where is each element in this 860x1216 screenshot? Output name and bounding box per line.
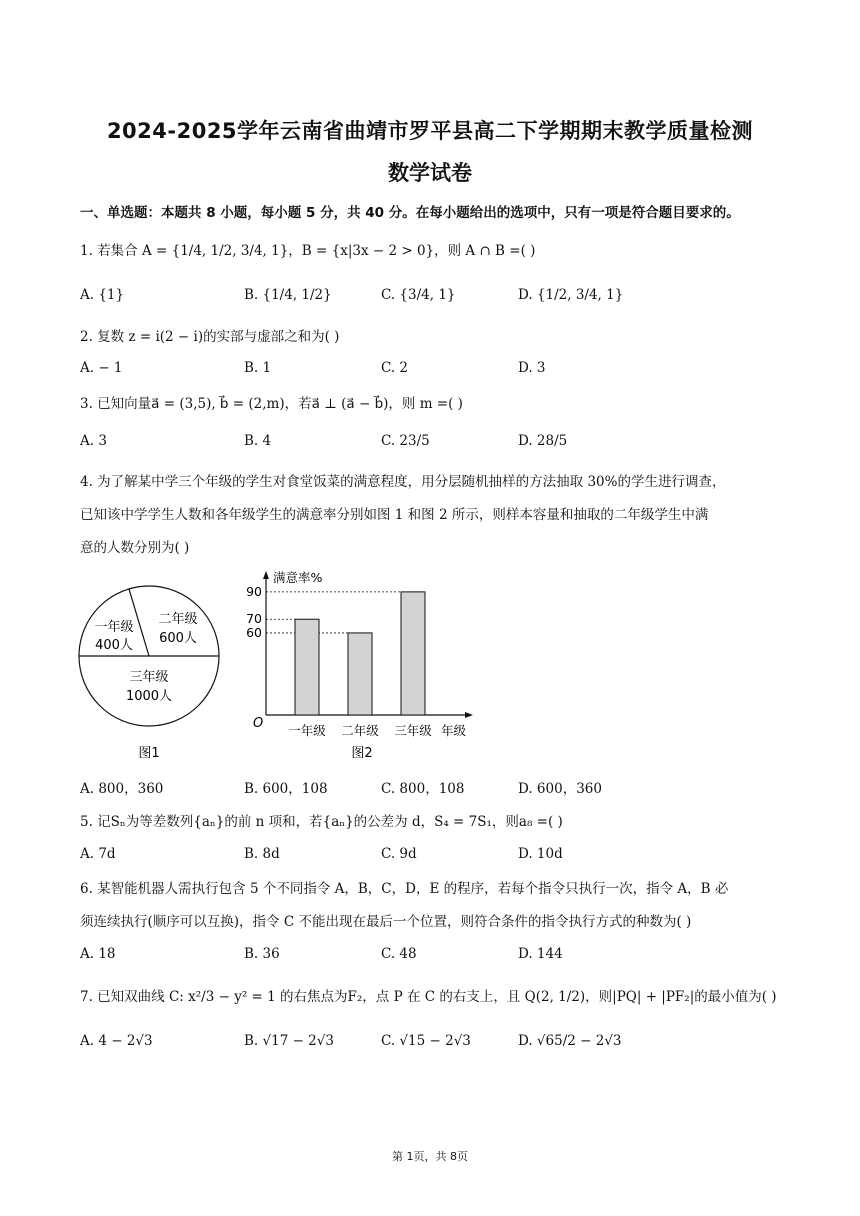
q3-option-b: B. 4	[244, 433, 272, 449]
q4-option-a: A. 800，360	[80, 781, 164, 797]
bar-2	[348, 633, 372, 715]
figure-1-pie	[78, 585, 228, 765]
q5-option-c: C. 9d	[381, 846, 417, 862]
pie-label-grade2: 二年级	[158, 612, 198, 627]
q4-option-b: B. 600，108	[244, 781, 328, 797]
x-axis-arrow	[465, 712, 473, 718]
exam-subtitle: 数学试卷	[388, 161, 472, 185]
section-heading: 一、单选题：本题共 8 小题，每小题 5 分，共 40 分。在每小题给出的选项中，只有一项是符合题目要求的。	[80, 205, 740, 221]
question-1: 1. 若集合 A = {1/4, 1/2, 3/4, 1}，B = {x|3x − 2 > 0}，则 A ∩ B =( )	[80, 243, 536, 259]
x-tick-label-2: 二年级	[341, 723, 379, 738]
figure-1-caption: 图1	[138, 746, 160, 761]
q5-option-b: B. 8d	[244, 846, 280, 862]
question-5: 5. 记Sₙ为等差数列{aₙ}的前 n 项和，若{aₙ}的公差为 d，S₄ = 7S₁，则a₈ =( )	[80, 814, 563, 830]
exam-title: 2024-2025学年云南省曲靖市罗平县高二下学期期末教学质量检测	[106, 119, 754, 143]
question-6-line2: 须连续执行(顺序可以互换)，指令 C 不能出现在最后一个位置，则符合条件的指令执行方式的种数为( )	[80, 914, 692, 930]
pie-count-grade2: 600人	[159, 631, 197, 646]
question-7: 7. 已知双曲线 C: x²/3 − y² = 1 的右焦点为F₂，点 P 在 C 的右支上，且 Q(2, 1/2)，则|PQ| + |PF₂|的最小值为( )	[80, 989, 777, 1005]
pie-label-grade1: 一年级	[94, 620, 134, 635]
question-4-line3: 意的人数分别为( )	[80, 540, 190, 556]
q3-option-c: C. 23/5	[381, 433, 430, 449]
q1-option-d: D. {1/2, 3/4, 1}	[518, 287, 624, 303]
origin-label: O	[253, 716, 264, 731]
figure-2-caption: 图2	[351, 746, 373, 761]
y-tick-label-90: 90	[246, 583, 262, 599]
q6-option-c: C. 48	[381, 946, 417, 962]
question-4-line1: 4. 为了解某中学三个年级的学生对食堂饭菜的满意程度，用分层随机抽样的方法抽取 30%的学生进行调查，	[80, 474, 726, 490]
q7-option-c: C. √15 − 2√3	[381, 1033, 471, 1049]
q2-option-b: B. 1	[244, 360, 272, 376]
q7-option-a: A. 4 − 2√3	[80, 1033, 153, 1049]
q2-option-a: A. − 1	[80, 360, 123, 376]
q7-option-b: B. √17 − 2√3	[244, 1033, 334, 1049]
question-3: 3. 已知向量a⃗ = (3,5), b⃗ = (2,m)，若a⃗ ⊥ (a⃗ − b⃗)，则 m =( )	[80, 396, 463, 412]
y-tick-label-70: 70	[246, 611, 262, 627]
question-2: 2. 复数 z = i(2 − i)的实部与虚部之和为( )	[80, 329, 340, 345]
bar-3	[401, 592, 425, 715]
x-axis-label: 年级	[441, 723, 467, 738]
q4-option-d: D. 600，360	[518, 781, 602, 797]
x-tick-label-3: 三年级	[394, 723, 432, 738]
q2-option-d: D. 3	[518, 360, 546, 376]
q3-option-a: A. 3	[80, 433, 107, 449]
page-footer: 第 1页，共 8页	[392, 1150, 468, 1163]
q3-option-d: D. 28/5	[518, 433, 568, 449]
figure-2-bar-chart	[245, 565, 485, 770]
y-axis-arrow	[263, 571, 269, 579]
q5-option-d: D. 10d	[518, 846, 563, 862]
q1-option-b: B. {1/4, 1/2}	[244, 287, 332, 303]
q5-option-a: A. 7d	[80, 846, 116, 862]
x-tick-label-1: 一年级	[288, 723, 326, 738]
question-4-line2: 已知该中学学生人数和各年级学生的满意率分别如图 1 和图 2 所示，则样本容量和抽取的二年级学生中满	[80, 507, 709, 523]
question-6-line1: 6. 某智能机器人需执行包含 5 个不同指令 A，B，C，D，E 的程序，若每个指令只执行一次，指令 A，B 必	[80, 881, 729, 897]
q1-option-c: C. {3/4, 1}	[381, 287, 456, 303]
q6-option-d: D. 144	[518, 946, 563, 962]
y-axis-label: 满意率%	[273, 570, 323, 585]
q2-option-c: C. 2	[381, 360, 409, 376]
pie-count-grade3: 1000人	[125, 689, 173, 704]
q1-option-a: A. {1}	[80, 287, 125, 303]
pie-label-grade3: 三年级	[129, 670, 169, 685]
q6-option-b: B. 36	[244, 946, 280, 962]
y-tick-label-60: 60	[246, 624, 262, 640]
q6-option-a: A. 18	[80, 946, 116, 962]
pie-count-grade1: 400人	[95, 638, 133, 653]
bar-1	[295, 619, 319, 715]
q4-option-c: C. 800，108	[381, 781, 465, 797]
q7-option-d: D. √65/2 − 2√3	[518, 1033, 622, 1049]
